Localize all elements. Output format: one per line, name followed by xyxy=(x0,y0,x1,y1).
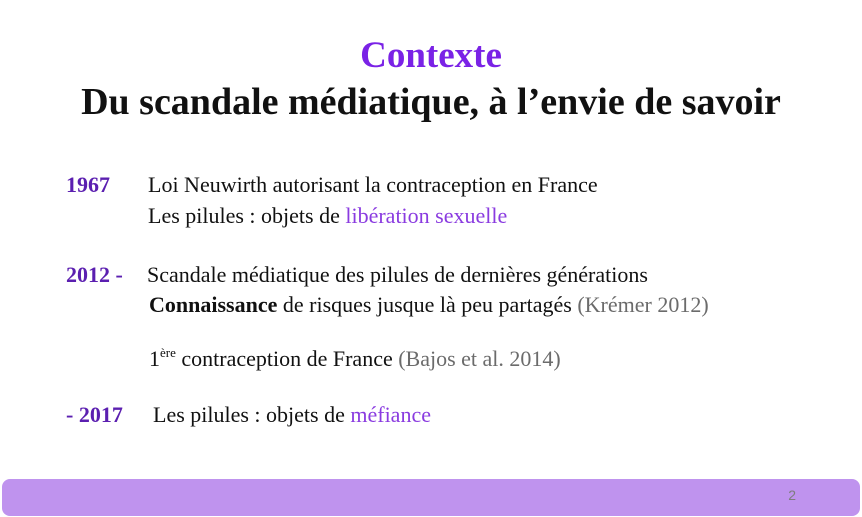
slide-subtitle: Du scandale médiatique, à l’envie de savoir xyxy=(81,81,781,123)
item-2012-line2-bold: Connaissance xyxy=(149,292,278,317)
item-2012-line2-cite: (Krémer 2012) xyxy=(577,292,709,317)
year-2012: 2012 - xyxy=(66,262,123,287)
item-2012-line2 xyxy=(149,292,709,318)
item-2012-line3 xyxy=(149,345,561,372)
item-2017-line1 xyxy=(153,402,431,428)
item-2012-line3-cite: (Bajos et al. 2014) xyxy=(398,346,561,371)
item-1967-line1: Loi Neuwirth autorisant la contraception en France xyxy=(148,172,598,197)
page-number: 2 xyxy=(788,487,796,503)
item-2012-line1: Scandale médiatique des pilules de dernières générations xyxy=(147,262,648,287)
item-2012-line3-num: 1 xyxy=(149,346,160,371)
item-2012-line3-text: contraception de France xyxy=(175,346,399,371)
year-2017: - 2017 xyxy=(66,402,123,427)
item-1967-line2-prefix: Les pilules : objets de xyxy=(148,203,346,228)
item-2017-line1-accent: méfiance xyxy=(350,402,431,427)
item-2017-line1-prefix: Les pilules : objets de xyxy=(153,402,351,427)
footer-bar xyxy=(2,479,860,516)
item-2012-line3-sup: ère xyxy=(160,345,176,360)
item-1967-line2 xyxy=(148,203,507,229)
item-1967-line2-accent: libération sexuelle xyxy=(345,203,508,228)
slide-title: Contexte xyxy=(360,35,502,76)
item-2012-line2-text: de risques jusque là peu partagés xyxy=(277,292,578,317)
year-1967: 1967 xyxy=(66,172,110,197)
